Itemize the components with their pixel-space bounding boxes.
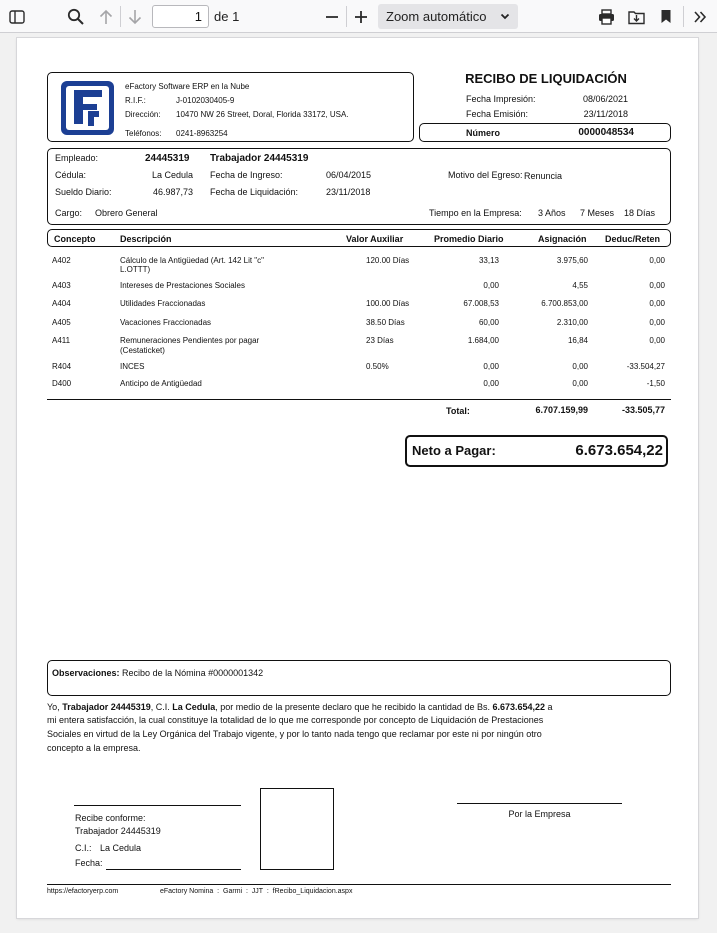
rif-value: J-0102030405-9: [176, 96, 235, 105]
col-header-daily-average: Promedio Diario: [434, 234, 504, 244]
rif-label: R.I.F.:: [125, 96, 146, 105]
row-deduction: 0,00: [649, 281, 665, 290]
zoom-select[interactable]: [378, 4, 518, 29]
row-deduction: 0,00: [649, 318, 665, 327]
declaration-line-2: mi entera satisfacción, la cual constituye la totalidad de lo que me corresponde por concepto de Liquidación de Prestaciones: [47, 715, 544, 725]
row-assignment: 2.310,00: [556, 318, 588, 327]
address-value: 10470 NW 26 Street, Doral, Florida 33172, USA.: [176, 110, 349, 119]
zoom-in-icon[interactable]: [351, 6, 371, 27]
row-deduction: 0,00: [649, 256, 665, 265]
declaration-line-3: Sociales en virtud de la Ley Orgánica del Trabajo vigente, y por lo tanto nada tengo que reclamar por este ni por ningún otro: [47, 729, 542, 739]
row-description-line2: (Cestaticket): [120, 346, 165, 355]
row-assignment: 0,00: [572, 379, 588, 388]
col-header-assignment: Asignación: [538, 234, 587, 244]
exit-reason-label: Motivo del Egreso:: [448, 170, 523, 180]
next-page-icon[interactable]: [125, 6, 145, 27]
observations-box: [47, 660, 671, 696]
page-count-label: de 1: [214, 9, 240, 24]
row-description: Intereses de Prestaciones Sociales: [120, 281, 245, 290]
phone-value: 0241-8963254: [176, 129, 228, 138]
footer-system-info: eFactory Nomina : Garmi : JJT : fRecibo_Liquidacion.aspx: [160, 888, 353, 895]
total-assignment: 6.707.159,99: [535, 405, 588, 415]
hire-date-value: 06/04/2015: [326, 170, 372, 180]
worker-date-line: [106, 869, 241, 870]
more-tools-icon[interactable]: [690, 6, 710, 27]
col-header-deduction: Deduc/Reten: [605, 234, 661, 244]
page-number-input[interactable]: 1: [152, 5, 209, 28]
row-description: Anticipo de Antigüedad: [120, 379, 202, 388]
row-aux-value: 38.50 Días: [366, 318, 405, 327]
received-label: Recibe conforme:: [75, 813, 146, 823]
col-header-description: Descripción: [120, 234, 172, 244]
row-code: A405: [52, 318, 71, 327]
worker-signature-line: [74, 805, 241, 806]
row-description: Vacaciones Fraccionadas: [120, 318, 212, 327]
row-code: R404: [52, 362, 72, 371]
row-assignment: 16,84: [567, 336, 588, 345]
employee-label: Empleado:: [55, 153, 99, 163]
zoom-out-icon[interactable]: [322, 6, 342, 27]
salary-label: Sueldo Diario:: [55, 187, 112, 197]
toolbar-separator: [346, 6, 347, 27]
id-value: La Cedula: [151, 170, 193, 180]
observations-text: Recibo de la Nómina #0000001342: [122, 668, 264, 678]
row-daily-average: 0,00: [483, 281, 499, 290]
row-description: Utilidades Fraccionadas: [120, 299, 206, 308]
row-deduction: -1,50: [646, 379, 665, 388]
row-description-line2: L.OTTT): [120, 265, 151, 274]
declaration-line-4: concepto a la empresa.: [47, 743, 141, 753]
row-aux-value: 0.50%: [366, 362, 389, 371]
declaration-line-1: [47, 702, 553, 712]
worker-name: Trabajador 24445319: [75, 826, 161, 836]
declaration-text: , C.I.: [150, 702, 173, 712]
row-daily-average: 1.684,00: [467, 336, 499, 345]
save-icon[interactable]: [625, 6, 647, 27]
row-daily-average: 33,13: [478, 256, 499, 265]
company-logo: [61, 81, 114, 140]
row-assignment: 6.700.853,00: [541, 299, 588, 308]
company-name: eFactory Software ERP en la Nube: [125, 82, 250, 91]
search-icon[interactable]: [64, 6, 86, 27]
print-date-value: 08/06/2021: [582, 94, 628, 104]
observations-line: [52, 668, 263, 678]
row-code: A403: [52, 281, 71, 290]
row-daily-average: 67.008,53: [463, 299, 499, 308]
fingerprint-box: [260, 788, 334, 870]
row-deduction: 0,00: [649, 336, 665, 345]
tenure-months: 7 Meses: [580, 208, 615, 218]
sidebar-toggle-icon[interactable]: [6, 6, 28, 27]
zoom-select-value: Zoom automático: [386, 9, 487, 24]
row-deduction: -33.504,27: [626, 362, 665, 371]
total-deduction: -33.505,77: [621, 405, 665, 415]
row-code: D400: [52, 379, 72, 388]
totals-divider: [47, 399, 671, 400]
employee-name: Trabajador 24445319: [210, 153, 309, 164]
company-signature-label: Por la Empresa: [508, 809, 571, 819]
issue-date-label: Fecha Emisión:: [466, 109, 529, 119]
worker-date-label: Fecha:: [75, 858, 103, 868]
salary-value: 46.987,73: [152, 187, 193, 197]
toolbar-separator: [683, 6, 684, 27]
row-aux-value: 100.00 Días: [366, 299, 410, 308]
net-pay-value: 6.673.654,22: [575, 442, 663, 459]
declaration-text: a: [545, 702, 553, 712]
receipt-title: RECIBO DE LIQUIDACIÓN: [465, 71, 627, 86]
footer-divider: [47, 884, 671, 885]
row-assignment: 4,55: [572, 281, 588, 290]
declaration-worker-name: Trabajador 24445319: [62, 702, 151, 712]
employee-code: 24445319: [145, 153, 190, 164]
declaration-amount: 6.673.654,22: [492, 702, 546, 712]
total-label: Total:: [446, 406, 470, 416]
tenure-days: 18 Días: [624, 208, 656, 218]
tenure-label: Tiempo en la Empresa:: [429, 208, 522, 218]
col-header-concept: Concepto: [54, 234, 96, 244]
position-label: Cargo:: [55, 208, 83, 218]
receipt-number-value: 0000048534: [578, 127, 634, 138]
exit-reason-value: Renuncia: [524, 171, 563, 181]
row-deduction: 0,00: [649, 299, 665, 308]
row-description: INCES: [120, 362, 145, 371]
bookmark-icon[interactable]: [656, 6, 676, 27]
declaration-text: Yo,: [47, 702, 63, 712]
row-code: A404: [52, 299, 71, 308]
row-description: Cálculo de la Antigüedad (Art. 142 Lit "c": [120, 256, 264, 265]
col-header-aux-value: Valor Auxiliar: [346, 234, 404, 244]
row-code: A402: [52, 256, 71, 265]
pdf-toolbar: [0, 0, 717, 33]
declaration-text: , por medio de la presente declaro que he recibido la cantidad de Bs.: [215, 702, 493, 712]
print-date-label: Fecha Impresión:: [466, 94, 536, 104]
footer-url: https://efactoryerp.com: [47, 888, 119, 895]
net-pay-label: Neto a Pagar:: [412, 443, 496, 458]
print-icon[interactable]: [595, 6, 617, 27]
receipt-number-label: Número: [466, 128, 501, 138]
liquidation-date-value: 23/11/2018: [326, 187, 371, 197]
row-daily-average: 0,00: [483, 362, 499, 371]
worker-ci-value: La Cedula: [100, 843, 142, 853]
row-assignment: 0,00: [572, 362, 588, 371]
previous-page-icon[interactable]: [96, 6, 116, 27]
liquidation-date-label: Fecha de Liquidación:: [210, 187, 299, 197]
row-code: A411: [52, 336, 71, 345]
position-value: Obrero General: [95, 208, 158, 218]
row-daily-average: 0,00: [483, 379, 499, 388]
row-description: Remuneraciones Pendientes por pagar: [120, 336, 260, 345]
declaration-ci: La Cedula: [172, 702, 216, 712]
observations-label: Observaciones:: [52, 668, 120, 678]
hire-date-label: Fecha de Ingreso:: [210, 170, 283, 180]
chevron-down-icon: [500, 4, 510, 37]
tenure-years: 3 Años: [538, 208, 566, 218]
row-aux-value: 120.00 Días: [366, 256, 410, 265]
phone-label: Teléfonos:: [125, 129, 162, 138]
company-signature-line: [457, 803, 622, 804]
address-label: Dirección:: [125, 110, 161, 119]
row-assignment: 3.975,60: [556, 256, 588, 265]
row-daily-average: 60,00: [478, 318, 499, 327]
id-label: Cédula:: [55, 170, 87, 180]
row-aux-value: 23 Días: [366, 336, 394, 345]
issue-date-value: 23/11/2018: [583, 109, 628, 119]
worker-ci-label: C.I.:: [75, 843, 92, 853]
toolbar-separator: [120, 6, 121, 27]
pdf-page: [17, 38, 698, 918]
